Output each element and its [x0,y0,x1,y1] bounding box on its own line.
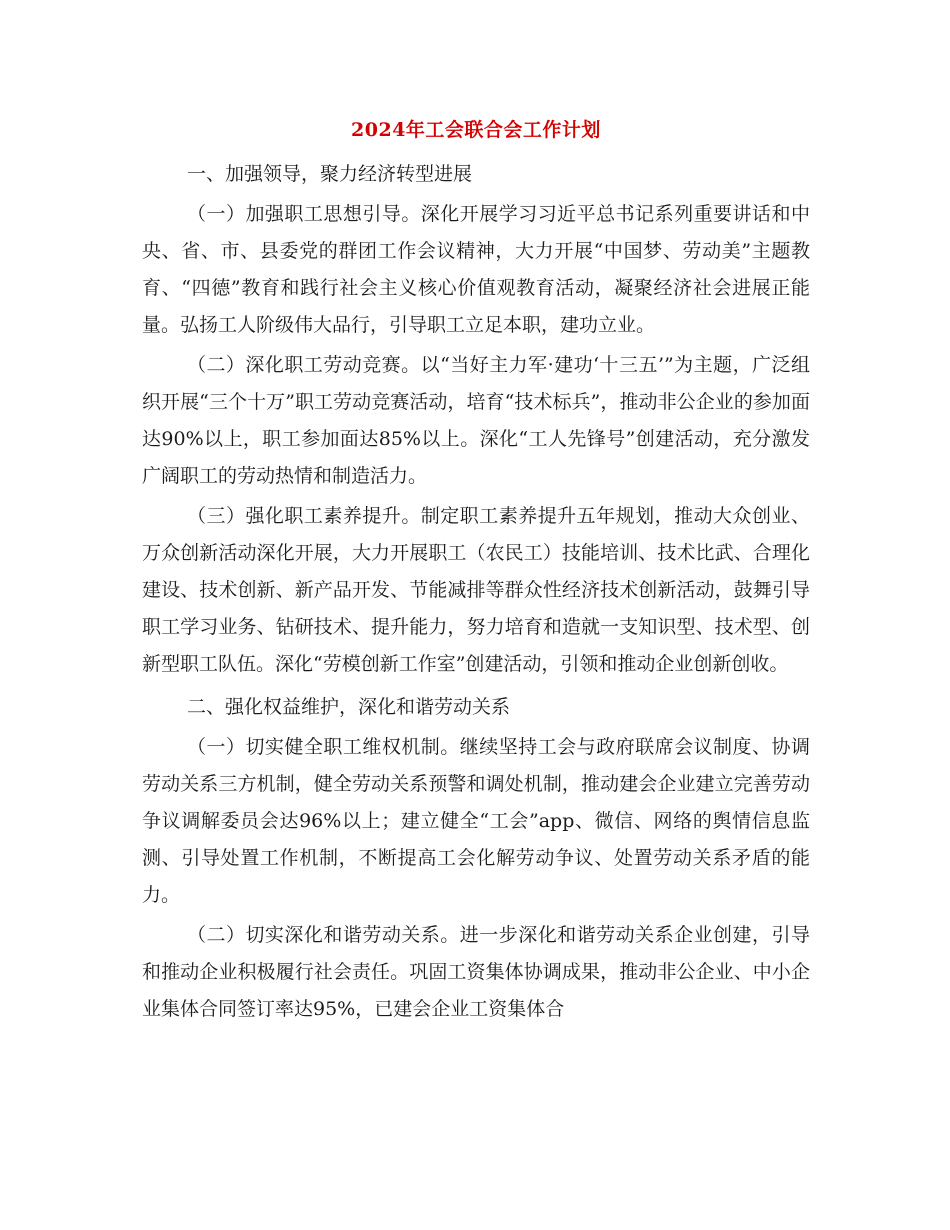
paragraph: （三）强化职工素养提升。制定职工素养提升五年规划，推动大众创业、万众创新活动深化开展，大力开展职工（农民工）技能培训、技术比武、合理化建设、技术创新、新产品开发、节能减排等群众性经济技术创新活动，鼓舞引导职工学习业务、钻研技术、提升能力，努力培育和造就一支知识型、技术型、创新型职工队伍。深化“劳模创新工作室”创建活动，引领和推动企业创新创收。 [142,505,810,675]
paragraph: （一）切实健全职工维权机制。继续坚持工会与政府联席会议制度、协调劳动关系三方机制，健全劳动关系预警和调处机制，推动建会企业建立完善劳动争议调解委员会达96%以上；建立健全“工会”app、微信、网络的舆情信息监测、引导处置工作机制，不断提高工会化解劳动争议、处置劳动关系矛盾的能力。 [142,736,810,906]
paragraph: （二）切实深化和谐劳动关系。进一步深化和谐劳动关系企业创建，引导和推动企业积极履行社会责任。巩固工资集体协调成果，推动非公企业、中小企业集体合同签订率达95%，已建会企业工资集体合 [142,924,810,1020]
section-1 [142,156,810,683]
document-page [142,110,810,1031]
document-title: 2024年工会联合会工作计划 [351,119,601,141]
paragraph: （二）深化职工劳动竞赛。以“当好主力军·建功‘十三五’”为主题，广泛组织开展“三个十万”职工劳动竞赛活动，培育“技术标兵”，推动非公企业的参加面达90%以上，职工参加面达85%以上。深化“工人先锋号”创建活动，充分激发广阔职工的劳动热情和制造活力。 [142,354,810,487]
section-heading: 一、加强领导，聚力经济转型进展 [187,163,473,185]
section-2 [142,689,810,1028]
section-heading: 二、强化权益维护，深化和谐劳动关系 [187,696,511,718]
paragraph: （一）加强职工思想引导。深化开展学习习近平总书记系列重要讲话和中央、省、市、县委党的群团工作会议精神，大力开展“中国梦、劳动美”主题教育、“四德”教育和践行社会主义核心价值观教育活动，凝聚经济社会进展正能量。弘扬工人阶级伟大品行，引导职工立足本职，建功立业。 [142,203,810,336]
